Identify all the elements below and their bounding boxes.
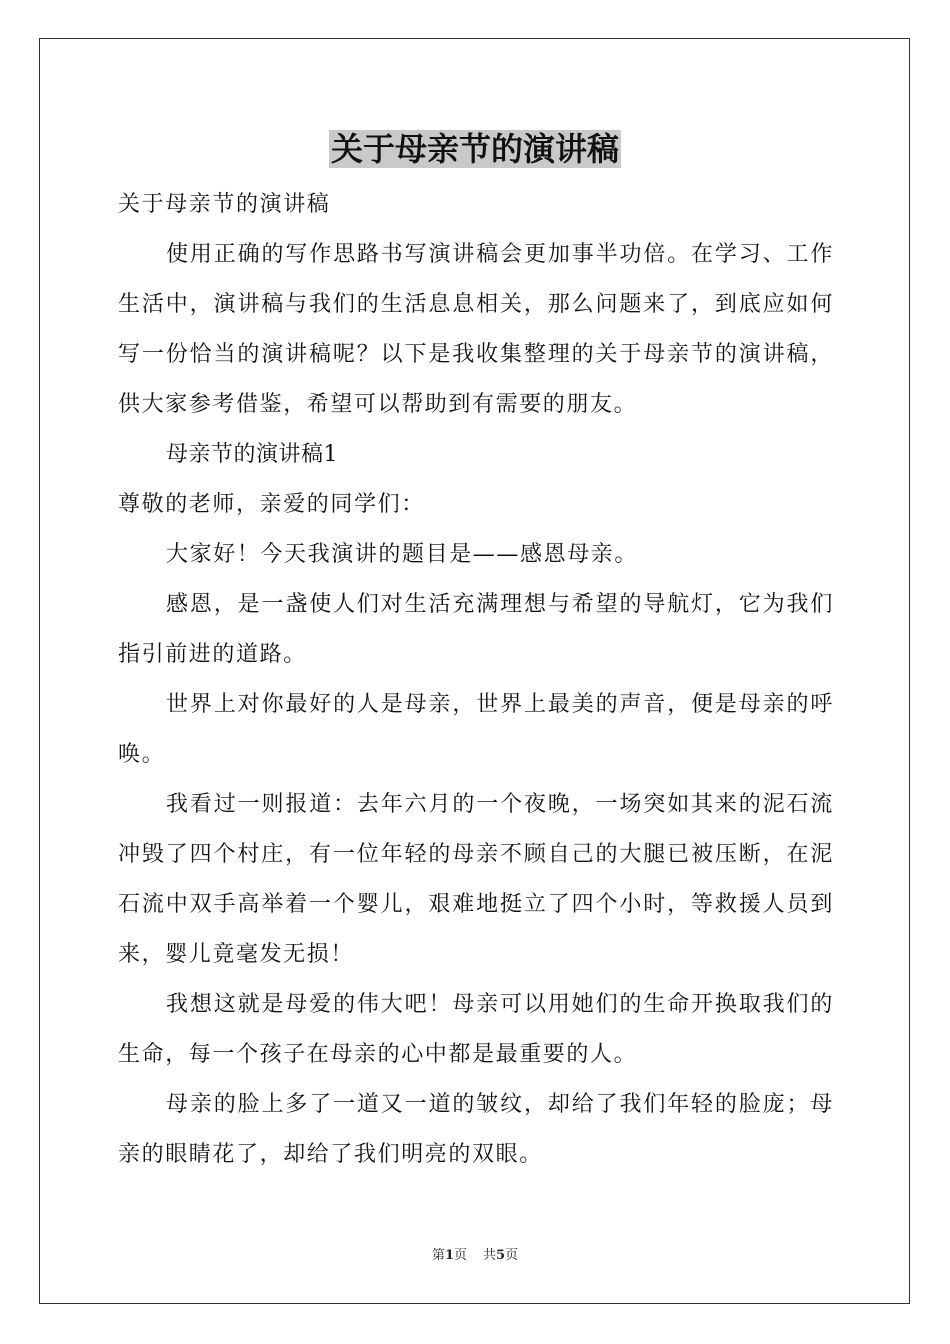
footer-page-current: 1: [444, 1248, 454, 1263]
paragraph-great-love: 我想这就是母爱的伟大吧！母亲可以用她们的生命开换取我们的生命，每一个孩子在母亲的心中都是最重要的人。: [118, 992, 834, 1067]
paragraph-gratitude: 感恩，是一盏使人们对生活充满理想与希望的导航灯，它为我们指引前进的道路。: [118, 592, 834, 667]
footer-total-unit: 页: [505, 1248, 519, 1263]
document-body: [118, 180, 834, 1180]
paragraph-story: 我看过一则报道：去年六月的一个夜晚，一场突如其来的泥石流冲毁了四个村庄，有一位年轻的母亲不顾自己的大腿已被压断，在泥石流中双手高举着一个婴儿，艰难地挺立了四个小时，等救援人员到来，婴儿竟毫发无损！: [118, 792, 834, 967]
footer-total-prefix: 共: [483, 1248, 497, 1263]
paragraph-greeting: 大家好！今天我演讲的题目是——感恩母亲。: [166, 542, 639, 567]
paragraph-subheading: 关于母亲节的演讲稿: [118, 192, 331, 217]
paragraph-salutation: 尊敬的老师，亲爱的同学们：: [118, 492, 425, 517]
paragraph-wrinkles: 母亲的脸上多了一道又一道的皱纹，却给了我们年轻的脸庞；母亲的眼睛花了，却给了我们明亮的双眼。: [118, 1092, 834, 1167]
page-footer: [0, 1247, 950, 1265]
document-title-text: 关于母亲节的演讲稿: [330, 130, 619, 168]
footer-page-prefix: 第: [431, 1248, 445, 1263]
section-heading: 母亲节的演讲稿1: [166, 442, 338, 467]
footer-page-unit: 页: [453, 1248, 467, 1263]
paragraph-best-person: 世界上对你最好的人是母亲，世界上最美的声音，便是母亲的呼唤。: [118, 692, 834, 767]
paragraph-intro: 使用正确的写作思路书写演讲稿会更加事半功倍。在学习、工作生活中，演讲稿与我们的生活息息相关，那么问题来了，到底应如何写一份恰当的演讲稿呢？以下是我收集整理的关于母亲节的演讲稿，供大家参考借鉴，希望可以帮助到有需要的朋友。: [118, 242, 834, 417]
footer-page-total: 5: [496, 1248, 506, 1263]
document-title: [0, 127, 950, 171]
